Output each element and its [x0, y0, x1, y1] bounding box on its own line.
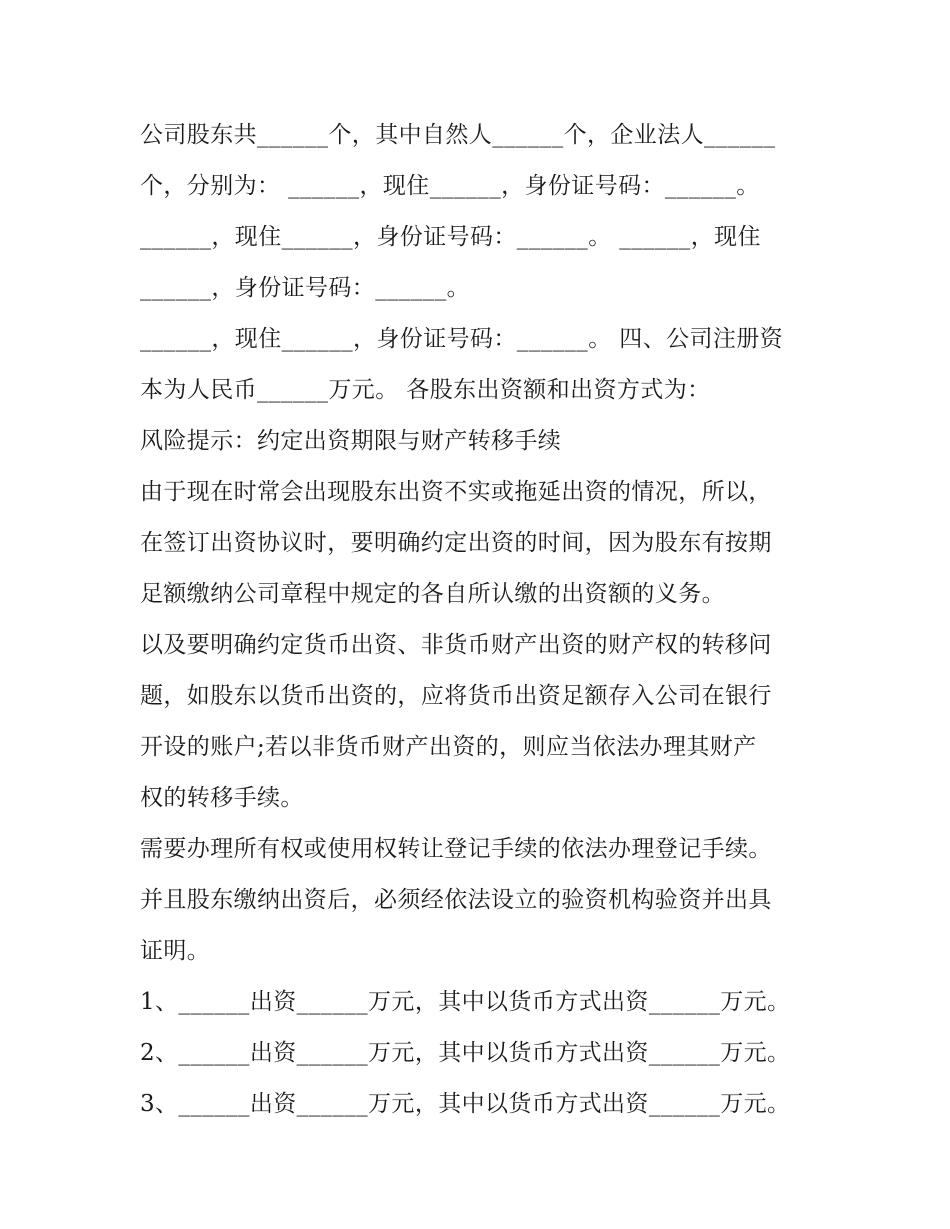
text-line-17: 证明。 [140, 938, 211, 964]
text-line-4: ______，身份证号码：______。 [140, 275, 470, 301]
text-line-12: 题，如股东以货币出资的，应将货币出资足额存入公司在银行 [140, 683, 772, 709]
text-line-9: 在签订出资协议时，要明确约定出资的时间，因为股东有按期 [140, 530, 772, 556]
text-line-15: 需要办理所有权或使用权转让登记手续的依法办理登记手续。 [140, 836, 772, 862]
text-line-2: 个，分别为： ______，现住______，身份证号码：______。 [140, 173, 760, 199]
text-line-13: 开设的账户;若以非货币财产出资的，则应当依法办理其财产 [140, 734, 757, 760]
text-line-11: 以及要明确约定货币出资、非货币财产出资的财产权的转移问 [140, 632, 772, 658]
text-line-5: ______，现住______，身份证号码：______。 四、公司注册资 [140, 326, 784, 352]
text-line-3: ______，现住______，身份证号码：______。 ______，现住 [140, 224, 761, 250]
text-line-14: 权的转移手续。 [140, 785, 304, 811]
text-line-6: 本为人民币______万元。 各股东出资额和出资方式为： [140, 377, 711, 403]
text-line-16: 并且股东缴纳出资后，必须经依法设立的验资机构验资并出具 [140, 887, 772, 913]
document-body [140, 110, 830, 1130]
text-line-8: 由于现在时常会出现股东出资不实或拖延出资的情况，所以， [140, 479, 772, 505]
risk-heading: 风险提示：约定出资期限与财产转移手续 [140, 428, 562, 454]
text-line-10: 足额缴纳公司章程中规定的各自所认缴的出资额的义务。 [140, 581, 725, 607]
contribution-item-2: 2、______出资______万元，其中以货币方式出资______万元。 [140, 1040, 791, 1066]
text-line-1: 公司股东共______个，其中自然人______个，企业法人______ [140, 122, 776, 148]
contribution-item-1: 1、______出资______万元，其中以货币方式出资______万元。 [140, 989, 791, 1015]
contribution-item-3: 3、______出资______万元，其中以货币方式出资______万元。 [140, 1091, 791, 1117]
